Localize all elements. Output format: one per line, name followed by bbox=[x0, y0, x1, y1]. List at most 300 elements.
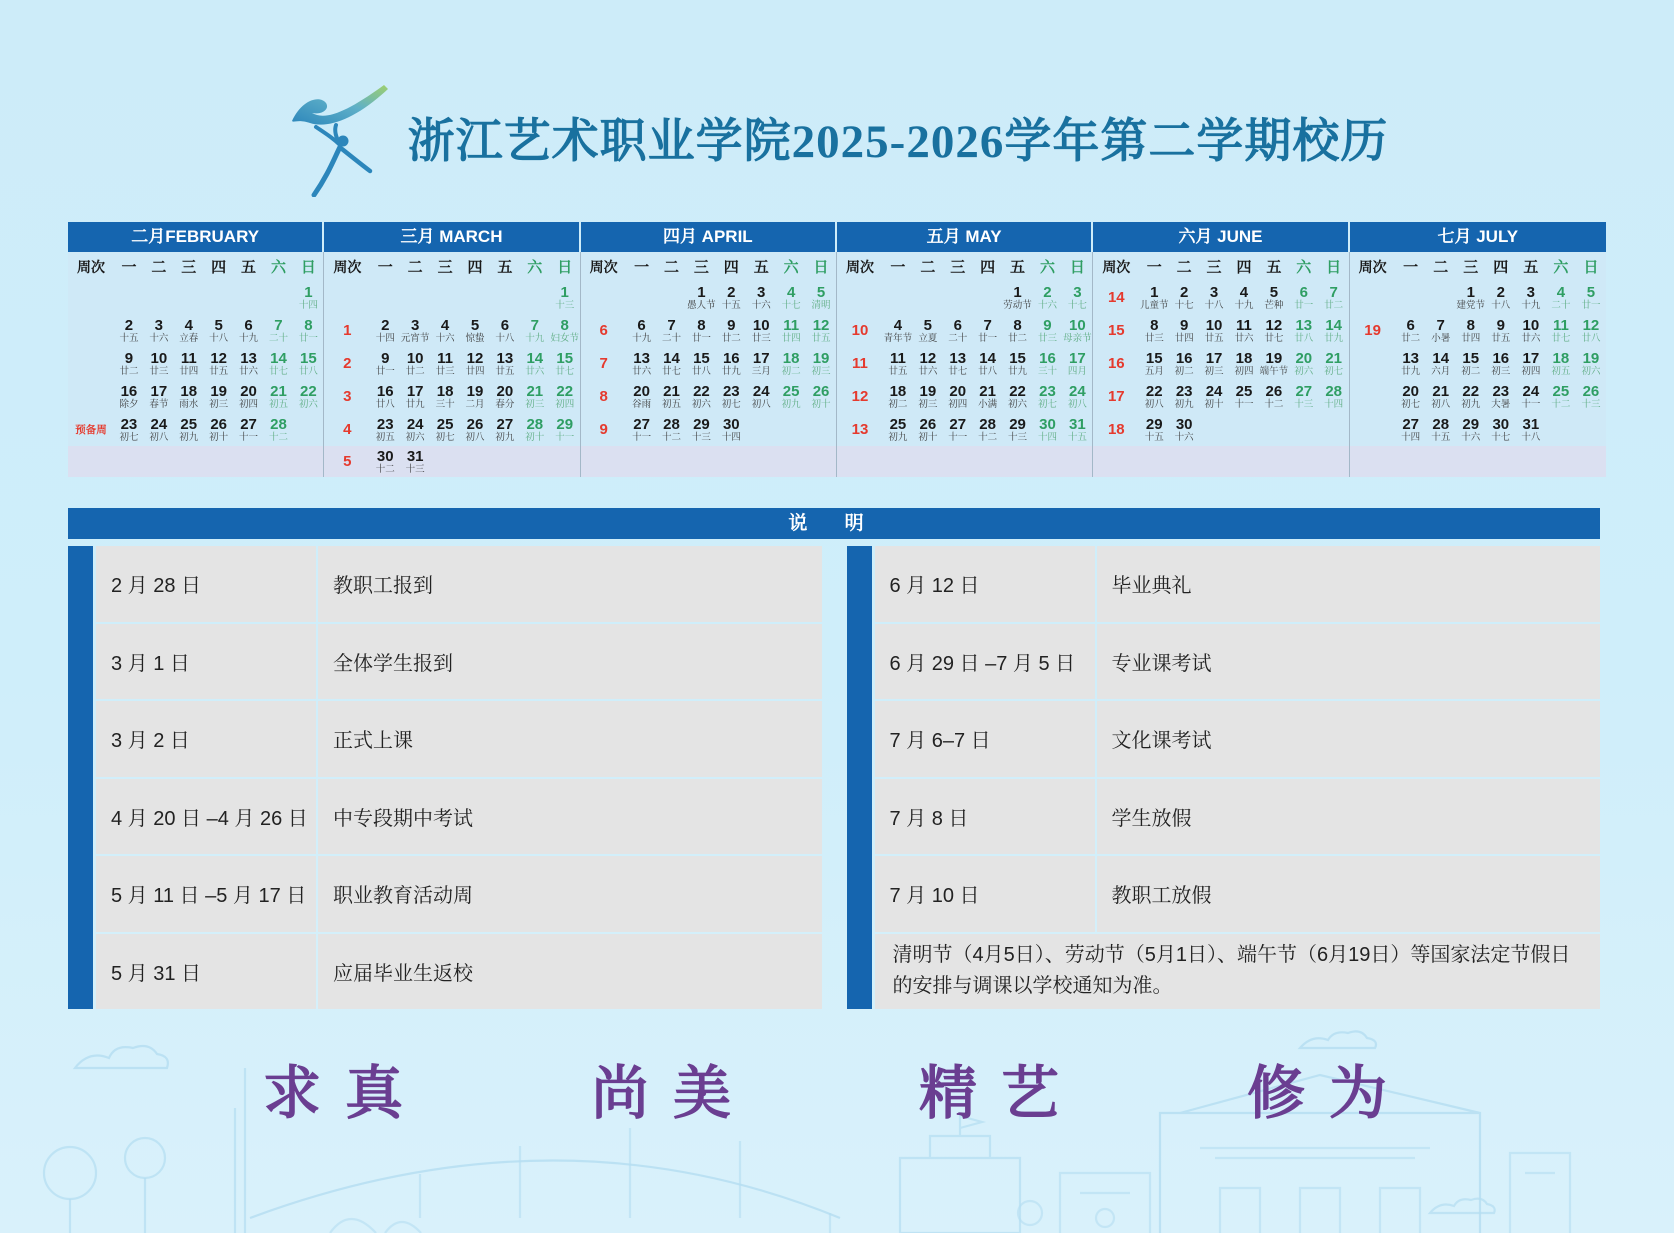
date-number: 9 bbox=[124, 349, 134, 367]
day-cell bbox=[627, 413, 657, 446]
day-cell bbox=[1199, 281, 1229, 314]
day-cell bbox=[293, 380, 323, 413]
lunar-label: 廿五 bbox=[1491, 332, 1511, 344]
weekday-label: 三 bbox=[181, 259, 197, 276]
week-column-label: 周次 bbox=[1102, 258, 1131, 275]
date-number: 26 bbox=[1582, 382, 1600, 400]
day-cell bbox=[1062, 314, 1092, 347]
note-date: 3 月 2 日 bbox=[96, 701, 316, 777]
lunar-label: 廿六 bbox=[525, 365, 545, 377]
lunar-label: 二十 bbox=[661, 332, 681, 344]
day-cell bbox=[657, 446, 687, 477]
note-event: 教职工报到 bbox=[318, 546, 822, 622]
day-cell bbox=[370, 281, 400, 314]
date-number: 20 bbox=[496, 382, 514, 400]
lunar-label: 十三 bbox=[1581, 398, 1601, 410]
weekday-header-row bbox=[1350, 252, 1606, 281]
date-number: 25 bbox=[889, 415, 907, 433]
lunar-label: 初八 bbox=[751, 398, 771, 410]
lunar-label: 十二 bbox=[661, 431, 681, 443]
lunar-label: 廿七 bbox=[268, 365, 288, 377]
date-number: 11 bbox=[783, 316, 800, 334]
day-cell bbox=[1003, 380, 1033, 413]
week-number: 7 bbox=[599, 355, 608, 372]
note-event: 毕业典礼 bbox=[1097, 546, 1601, 622]
lunar-label: 廿三 bbox=[751, 332, 771, 344]
day-cell bbox=[943, 281, 973, 314]
day-cell bbox=[1033, 413, 1063, 446]
day-cell bbox=[264, 347, 294, 380]
weekday-header-row bbox=[68, 252, 323, 281]
lunar-label: 十三 bbox=[555, 299, 575, 311]
weekday-label: 一 bbox=[377, 259, 393, 276]
date-number: 7 bbox=[274, 316, 283, 334]
date-number: 4 bbox=[893, 316, 903, 334]
day-cell bbox=[1259, 446, 1289, 477]
day-cell bbox=[264, 281, 294, 314]
day-cell bbox=[943, 446, 973, 477]
date-number: 21 bbox=[1325, 349, 1343, 367]
date-number: 5 bbox=[1269, 283, 1279, 301]
date-number: 13 bbox=[496, 349, 514, 367]
date-number: 20 bbox=[1402, 382, 1419, 400]
date-number: 15 bbox=[693, 349, 710, 367]
day-cell bbox=[1003, 347, 1033, 380]
lunar-label: 十二 bbox=[268, 431, 288, 443]
date-number: 4 bbox=[786, 283, 796, 301]
day-cell bbox=[806, 314, 836, 347]
week-row bbox=[581, 314, 836, 347]
day-cell bbox=[1576, 281, 1606, 314]
day-cell bbox=[1033, 347, 1063, 380]
day-cell bbox=[776, 281, 806, 314]
day-cell bbox=[776, 380, 806, 413]
date-number: 23 bbox=[722, 382, 740, 400]
lunar-label: 十一 bbox=[555, 431, 575, 443]
lunar-label: 十八 bbox=[209, 332, 229, 344]
day-cell bbox=[716, 380, 746, 413]
lunar-label: 初六 bbox=[298, 398, 318, 410]
lunar-label: 十九 bbox=[525, 332, 545, 344]
day-cell bbox=[883, 446, 913, 477]
date-number: 12 bbox=[466, 349, 484, 367]
day-cell bbox=[1139, 380, 1169, 413]
lunar-label: 十六 bbox=[751, 299, 771, 311]
date-number: 4 bbox=[440, 316, 450, 334]
lunar-label: 芒种 bbox=[1264, 299, 1284, 311]
day-cell bbox=[520, 281, 550, 314]
day-cell bbox=[973, 446, 1003, 477]
page-title: 浙江艺术职业学院2025-2026学年第二学期校历 bbox=[407, 115, 1389, 168]
day-cell bbox=[1546, 413, 1576, 446]
day-cell bbox=[1319, 413, 1349, 446]
lunar-label: 初十 bbox=[525, 431, 545, 443]
day-cell bbox=[234, 314, 264, 347]
lunar-label: 十四 bbox=[1401, 431, 1421, 443]
lunar-label: 廿九 bbox=[1401, 365, 1421, 377]
weekday-label: 三 bbox=[950, 259, 966, 276]
note-row bbox=[96, 934, 822, 1010]
day-cell bbox=[114, 446, 144, 477]
day-cell bbox=[234, 413, 264, 446]
date-number: 11 bbox=[890, 349, 906, 367]
day-cell bbox=[627, 347, 657, 380]
lunar-label: 廿七 bbox=[1264, 332, 1284, 344]
day-cell bbox=[293, 446, 323, 477]
day-cell bbox=[716, 281, 746, 314]
week-number: 19 bbox=[1364, 322, 1381, 339]
date-number: 14 bbox=[979, 349, 996, 367]
day-cell bbox=[490, 413, 520, 446]
date-number: 3 bbox=[154, 316, 164, 334]
date-number: 22 bbox=[1462, 382, 1480, 400]
lunar-label: 三十 bbox=[1037, 365, 1057, 377]
lunar-label: 廿一 bbox=[1294, 299, 1314, 311]
date-number: 25 bbox=[180, 415, 198, 433]
date-number: 24 bbox=[1205, 382, 1223, 400]
date-number: 4 bbox=[184, 316, 193, 334]
date-number: 16 bbox=[376, 382, 394, 400]
day-cell bbox=[1199, 347, 1229, 380]
day-cell bbox=[1259, 281, 1289, 314]
lunar-label: 十七 bbox=[1067, 299, 1087, 311]
week-number bbox=[1093, 446, 1139, 477]
note-event: 全体学生报到 bbox=[318, 624, 822, 700]
day-cell bbox=[460, 446, 490, 477]
day-cell bbox=[806, 380, 836, 413]
day-cell bbox=[943, 413, 973, 446]
lunar-label: 廿五 bbox=[209, 365, 229, 377]
weekday-label: 五 bbox=[1010, 259, 1026, 276]
day-cell bbox=[264, 413, 294, 446]
weekday-label: 二 bbox=[920, 259, 936, 276]
week-row bbox=[581, 347, 836, 380]
lunar-label: 十五 bbox=[119, 332, 139, 344]
lunar-label: 廿五 bbox=[811, 332, 831, 344]
weekday-label: 一 bbox=[634, 259, 650, 276]
lunar-label: 廿五 bbox=[495, 365, 515, 377]
week-row bbox=[68, 380, 323, 413]
date-number: 28 bbox=[1325, 382, 1343, 400]
day-cell bbox=[806, 413, 836, 446]
day-cell bbox=[460, 281, 490, 314]
note-row bbox=[96, 856, 822, 932]
day-cell bbox=[144, 413, 174, 446]
day-cell bbox=[550, 347, 580, 380]
day-cell bbox=[1319, 281, 1349, 314]
lunar-label: 初二 bbox=[888, 398, 908, 410]
date-number: 28 bbox=[979, 415, 996, 433]
day-cell bbox=[1062, 446, 1092, 477]
day-cell bbox=[1259, 380, 1289, 413]
day-cell bbox=[627, 446, 657, 477]
weekday-header-row bbox=[581, 252, 836, 281]
weekday-label: 六 bbox=[270, 259, 286, 276]
lunar-label: 十九 bbox=[1234, 299, 1254, 311]
week-row bbox=[837, 347, 1092, 380]
day-cell bbox=[883, 347, 913, 380]
lunar-label: 二月 bbox=[465, 398, 485, 410]
lunar-label: 二十 bbox=[268, 332, 288, 344]
day-cell bbox=[973, 314, 1003, 347]
day-cell bbox=[550, 281, 580, 314]
date-number: 8 bbox=[1466, 316, 1475, 334]
lunar-label: 惊蛰 bbox=[465, 332, 485, 344]
weekday-label: 三 bbox=[1206, 259, 1222, 276]
lunar-label: 除夕 bbox=[119, 398, 139, 410]
day-cell bbox=[144, 446, 174, 477]
day-cell bbox=[1396, 446, 1426, 477]
day-cell bbox=[1546, 281, 1576, 314]
date-number: 11 bbox=[180, 349, 197, 367]
date-number: 8 bbox=[1150, 316, 1159, 334]
day-cell bbox=[370, 347, 400, 380]
day-cell bbox=[1199, 413, 1229, 446]
week-row bbox=[1093, 413, 1348, 446]
note-row bbox=[96, 624, 822, 700]
day-cell bbox=[686, 281, 716, 314]
week-row bbox=[1350, 314, 1606, 347]
weekday-label: 五 bbox=[497, 259, 513, 276]
day-cell bbox=[1546, 380, 1576, 413]
day-cell bbox=[627, 314, 657, 347]
lunar-label: 六月 bbox=[1431, 365, 1451, 377]
day-cell bbox=[1456, 380, 1486, 413]
lunar-label: 十六 bbox=[149, 332, 169, 344]
lunar-label: 初四 bbox=[948, 398, 968, 410]
date-number: 30 bbox=[1175, 415, 1193, 433]
day-cell bbox=[1229, 413, 1259, 446]
day-cell bbox=[370, 446, 400, 477]
lunar-label: 青年节 bbox=[883, 332, 913, 344]
weekday-label: 五 bbox=[241, 259, 257, 276]
weekday-label: 一 bbox=[121, 259, 137, 276]
weekday-label: 六 bbox=[527, 259, 543, 276]
week-number: 18 bbox=[1107, 421, 1125, 438]
lunar-label: 初十 bbox=[811, 398, 831, 410]
date-number: 21 bbox=[270, 382, 287, 400]
weekday-label: 日 bbox=[1069, 259, 1085, 276]
date-number: 14 bbox=[1325, 316, 1343, 334]
lunar-label: 廿二 bbox=[1324, 299, 1344, 311]
day-cell bbox=[913, 281, 943, 314]
day-cell bbox=[913, 413, 943, 446]
lunar-label: 十五 bbox=[1144, 431, 1164, 443]
date-number: 6 bbox=[1406, 316, 1415, 334]
week-column-label: 周次 bbox=[77, 258, 105, 275]
notes-header: 说 明 bbox=[68, 508, 1600, 539]
lunar-label: 廿六 bbox=[1521, 332, 1541, 344]
date-number: 14 bbox=[663, 349, 680, 367]
lunar-label: 立夏 bbox=[918, 332, 938, 344]
date-number: 27 bbox=[1402, 415, 1419, 433]
lunar-label: 廿九 bbox=[721, 365, 741, 377]
lunar-label: 初十 bbox=[209, 431, 229, 443]
month-header-march: 三月 MARCH bbox=[324, 222, 578, 252]
day-cell bbox=[550, 413, 580, 446]
day-cell bbox=[806, 446, 836, 477]
lunar-label: 廿三 bbox=[149, 365, 169, 377]
date-number: 27 bbox=[240, 415, 257, 433]
day-cell bbox=[1229, 281, 1259, 314]
calendar-grid bbox=[68, 222, 1606, 477]
day-cell bbox=[234, 281, 264, 314]
lunar-label: 初五 bbox=[1551, 365, 1571, 377]
day-cell bbox=[1456, 413, 1486, 446]
lunar-label: 十一 bbox=[1521, 398, 1541, 410]
date-number: 12 bbox=[812, 316, 830, 334]
lunar-label: 初十 bbox=[1204, 398, 1224, 410]
day-cell bbox=[627, 281, 657, 314]
week-number: 2 bbox=[343, 355, 352, 372]
date-number: 6 bbox=[1299, 283, 1308, 301]
date-number: 27 bbox=[633, 415, 650, 433]
lunar-label: 母亲节 bbox=[1063, 332, 1092, 344]
day-cell bbox=[1289, 380, 1319, 413]
date-number: 1 bbox=[697, 283, 706, 301]
lunar-label: 十五 bbox=[1431, 431, 1451, 443]
lunar-label: 十二 bbox=[1264, 398, 1284, 410]
date-number: 18 bbox=[782, 349, 800, 367]
day-cell bbox=[1139, 314, 1169, 347]
weekday-label: 二 bbox=[663, 259, 679, 276]
lunar-label: 廿八 bbox=[298, 365, 318, 377]
date-number: 8 bbox=[304, 316, 313, 334]
week-row bbox=[837, 413, 1092, 446]
date-number: 6 bbox=[637, 316, 646, 334]
month-june bbox=[1093, 222, 1349, 477]
day-cell bbox=[1229, 314, 1259, 347]
date-number: 11 bbox=[437, 349, 453, 367]
week-row bbox=[581, 413, 836, 446]
day-cell bbox=[776, 446, 806, 477]
lunar-label: 五月 bbox=[1144, 365, 1164, 377]
note-date: 7 月 8 日 bbox=[875, 779, 1095, 855]
day-cell bbox=[490, 347, 520, 380]
lunar-label: 初九 bbox=[495, 431, 515, 443]
week-row bbox=[1093, 446, 1348, 477]
date-number: 13 bbox=[1295, 316, 1313, 334]
day-cell bbox=[1576, 446, 1606, 477]
day-cell bbox=[1003, 413, 1033, 446]
weekday-label: 三 bbox=[693, 259, 709, 276]
note-date: 6 月 12 日 bbox=[875, 546, 1095, 622]
lunar-label: 十一 bbox=[1234, 398, 1254, 410]
date-number: 23 bbox=[1039, 382, 1056, 400]
lunar-label: 廿一 bbox=[298, 332, 318, 344]
date-number: 29 bbox=[556, 415, 574, 433]
day-cell bbox=[1289, 347, 1319, 380]
lunar-label: 廿九 bbox=[1324, 332, 1344, 344]
day-cell bbox=[1229, 446, 1259, 477]
date-number: 10 bbox=[406, 349, 424, 367]
day-cell bbox=[1062, 380, 1092, 413]
date-number: 3 bbox=[757, 283, 766, 301]
date-number: 16 bbox=[1492, 349, 1510, 367]
day-cell bbox=[1546, 446, 1576, 477]
lunar-label: 初九 bbox=[781, 398, 801, 410]
lunar-label: 十七 bbox=[1491, 431, 1511, 443]
lunar-label: 十七 bbox=[781, 299, 801, 311]
lunar-label: 十一 bbox=[632, 431, 652, 443]
day-cell bbox=[716, 446, 746, 477]
date-number: 9 bbox=[381, 349, 390, 367]
lunar-label: 廿九 bbox=[1008, 365, 1028, 377]
lunar-label: 初六 bbox=[1008, 398, 1028, 410]
day-cell bbox=[114, 347, 144, 380]
note-date: 6 月 29 日 –7 月 5 日 bbox=[875, 624, 1095, 700]
lunar-label: 十五 bbox=[1067, 431, 1087, 443]
day-cell bbox=[293, 347, 323, 380]
date-number: 25 bbox=[782, 382, 800, 400]
lunar-label: 十三 bbox=[1008, 431, 1028, 443]
lunar-label: 初二 bbox=[1461, 365, 1481, 377]
day-cell bbox=[144, 281, 174, 314]
month-march bbox=[324, 222, 580, 477]
day-cell bbox=[204, 281, 234, 314]
month-body-june bbox=[1093, 252, 1349, 477]
week-row bbox=[324, 413, 579, 446]
day-cell bbox=[1259, 314, 1289, 347]
day-cell bbox=[1546, 314, 1576, 347]
date-number: 1 bbox=[1466, 283, 1475, 301]
date-number: 23 bbox=[1492, 382, 1510, 400]
lunar-label: 十八 bbox=[1204, 299, 1224, 311]
date-number: 25 bbox=[436, 415, 454, 433]
day-cell bbox=[204, 380, 234, 413]
lunar-label: 小暑 bbox=[1431, 332, 1451, 344]
date-number: 14 bbox=[1432, 349, 1450, 367]
day-cell bbox=[1062, 347, 1092, 380]
day-cell bbox=[1516, 347, 1546, 380]
week-number bbox=[1350, 413, 1396, 446]
weekday-label: 三 bbox=[1463, 259, 1479, 276]
date-number: 13 bbox=[949, 349, 967, 367]
date-number: 8 bbox=[697, 316, 706, 334]
day-cell bbox=[204, 446, 234, 477]
day-cell bbox=[746, 413, 776, 446]
date-number: 2 bbox=[727, 283, 736, 301]
week-number: 17 bbox=[1107, 388, 1125, 405]
day-cell bbox=[883, 314, 913, 347]
date-number: 27 bbox=[949, 415, 967, 433]
lunar-label: 十四 bbox=[1037, 431, 1057, 443]
weekday-label: 二 bbox=[1176, 259, 1192, 276]
day-cell bbox=[370, 413, 400, 446]
day-cell bbox=[430, 314, 460, 347]
week-number: 12 bbox=[851, 388, 869, 405]
date-number: 10 bbox=[752, 316, 770, 334]
note-date: 7 月 10 日 bbox=[875, 856, 1095, 932]
date-number: 28 bbox=[663, 415, 680, 433]
weekday-label: 五 bbox=[1266, 259, 1282, 276]
date-number: 28 bbox=[526, 415, 544, 433]
day-cell bbox=[400, 281, 430, 314]
day-cell bbox=[1396, 314, 1426, 347]
date-number: 24 bbox=[150, 415, 168, 433]
note-row bbox=[875, 779, 1601, 855]
date-number: 17 bbox=[1069, 349, 1086, 367]
lunar-label: 十四 bbox=[721, 431, 741, 443]
day-cell bbox=[550, 314, 580, 347]
day-cell bbox=[1486, 413, 1516, 446]
day-cell bbox=[460, 413, 490, 446]
day-cell bbox=[293, 314, 323, 347]
lunar-label: 廿八 bbox=[1581, 332, 1601, 344]
date-number: 26 bbox=[812, 382, 830, 400]
weekday-label: 一 bbox=[1146, 259, 1162, 276]
lunar-label: 十六 bbox=[1037, 299, 1057, 311]
